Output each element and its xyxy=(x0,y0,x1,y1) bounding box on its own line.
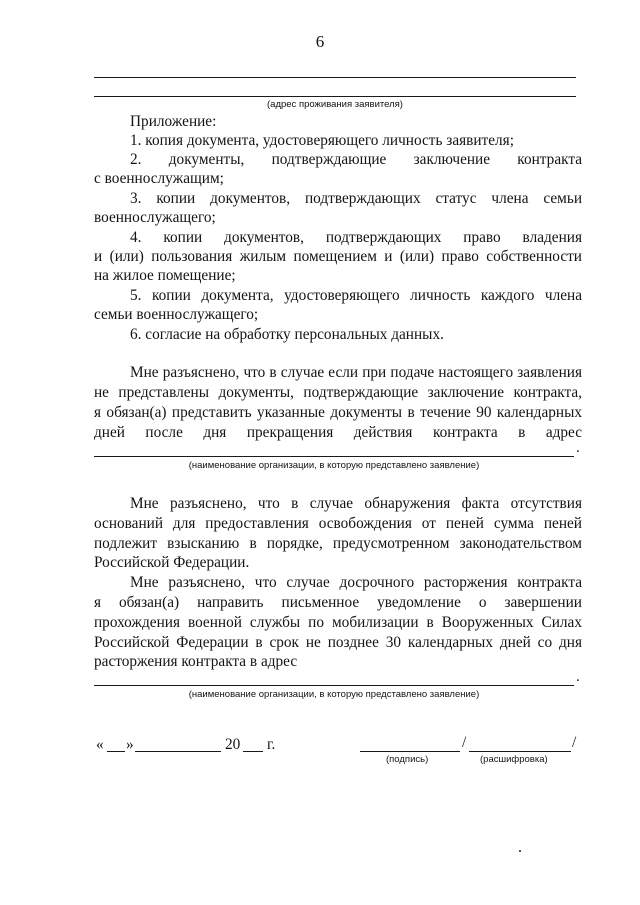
attachment-line: на жилое помещение; xyxy=(94,267,236,284)
organization-line-1-dot: . xyxy=(576,440,580,456)
address-line-1 xyxy=(94,77,576,78)
paragraph-2-line: Мне разъяснено, что в случае обнаружения факта отсутствия xyxy=(130,495,582,512)
day-blank[interactable] xyxy=(107,751,125,752)
date-close-quote: » xyxy=(126,736,134,753)
attachment-line: 2. документы, подтверждающие заключение контракта xyxy=(130,151,582,168)
year-suffix: г. xyxy=(267,736,276,753)
paragraph-1-line: я обязан(а) представить указанные документы в течение 90 календарных xyxy=(94,404,582,421)
address-line-2 xyxy=(94,96,576,97)
page-number: 6 xyxy=(315,32,325,51)
attachment-line: семьи военнослужащего; xyxy=(94,306,259,323)
attachment-line: 4. копии документов, подтверждающих право владения xyxy=(130,229,582,246)
decryption-blank[interactable] xyxy=(469,751,571,752)
year-blank[interactable] xyxy=(243,751,263,752)
attachment-line: военнослужащего; xyxy=(94,209,216,226)
attachment-line: 3. копии документов, подтверждающих статус члена семьи xyxy=(130,190,582,207)
paragraph-3-line: прохождения военной службы по мобилизации в Вооруженных Силах xyxy=(94,614,582,631)
organization-line-1 xyxy=(94,456,574,457)
paragraph-2-line: Российской Федерации. xyxy=(94,554,250,571)
organization-line-2-dot: . xyxy=(576,669,580,685)
attachment-title: Приложение: xyxy=(130,113,217,130)
paragraph-1-line: Мне разъяснено, что в случае если при подаче настоящего заявления xyxy=(130,364,582,381)
paragraph-2-line: оснований для предоставления освобождения от пеней сумма пеней xyxy=(94,515,582,532)
year-prefix: 20 xyxy=(225,736,241,753)
decryption-slash: / xyxy=(572,734,577,751)
paragraph-2-line: подлежит взысканию в порядке, предусмотренном законодательством xyxy=(94,535,582,552)
scan-mark xyxy=(519,850,521,852)
paragraph-1-line: не представлены документы, подтверждающие заключение контракта, xyxy=(94,384,582,401)
date-open-quote: « xyxy=(96,736,104,753)
paragraph-3-line: Российской Федерации в срок не позднее 30 календарных дней со дня xyxy=(94,634,582,651)
organization-caption-2: (наименование организации, в которую представлено заявление) xyxy=(188,689,480,700)
paragraph-3-line: Мне разъяснено, что случае досрочного расторжения контракта xyxy=(130,574,582,591)
attachment-line: и (или) пользования жилым помещением и (или) право собственности xyxy=(94,248,582,265)
decryption-caption: (расшифровка) xyxy=(480,754,548,765)
paragraph-1-line: дней после дня прекращения действия контракта в адрес xyxy=(94,424,582,441)
attachment-line: с военнослужащим; xyxy=(94,170,224,187)
organization-caption-1: (наименование организации, в которую представлено заявление) xyxy=(188,460,480,471)
organization-line-2 xyxy=(94,685,574,686)
signature-caption: (подпись) xyxy=(386,754,429,765)
paragraph-3-line: я обязан(а) направить письменное уведомление о завершении xyxy=(94,594,582,611)
paragraph-3-line: расторжения контракта в адрес xyxy=(94,653,298,670)
signature-slash: / xyxy=(462,734,467,751)
attachment-line: 1. копия документа, удостоверяющего личность заявителя; xyxy=(130,132,514,149)
address-caption: (адрес проживания заявителя) xyxy=(267,99,403,110)
signature-blank[interactable] xyxy=(360,751,460,752)
attachment-line: 5. копии документа, удостоверяющего личность каждого члена xyxy=(130,287,582,304)
month-blank[interactable] xyxy=(135,751,221,752)
attachment-line: 6. согласие на обработку персональных данных. xyxy=(130,326,444,343)
